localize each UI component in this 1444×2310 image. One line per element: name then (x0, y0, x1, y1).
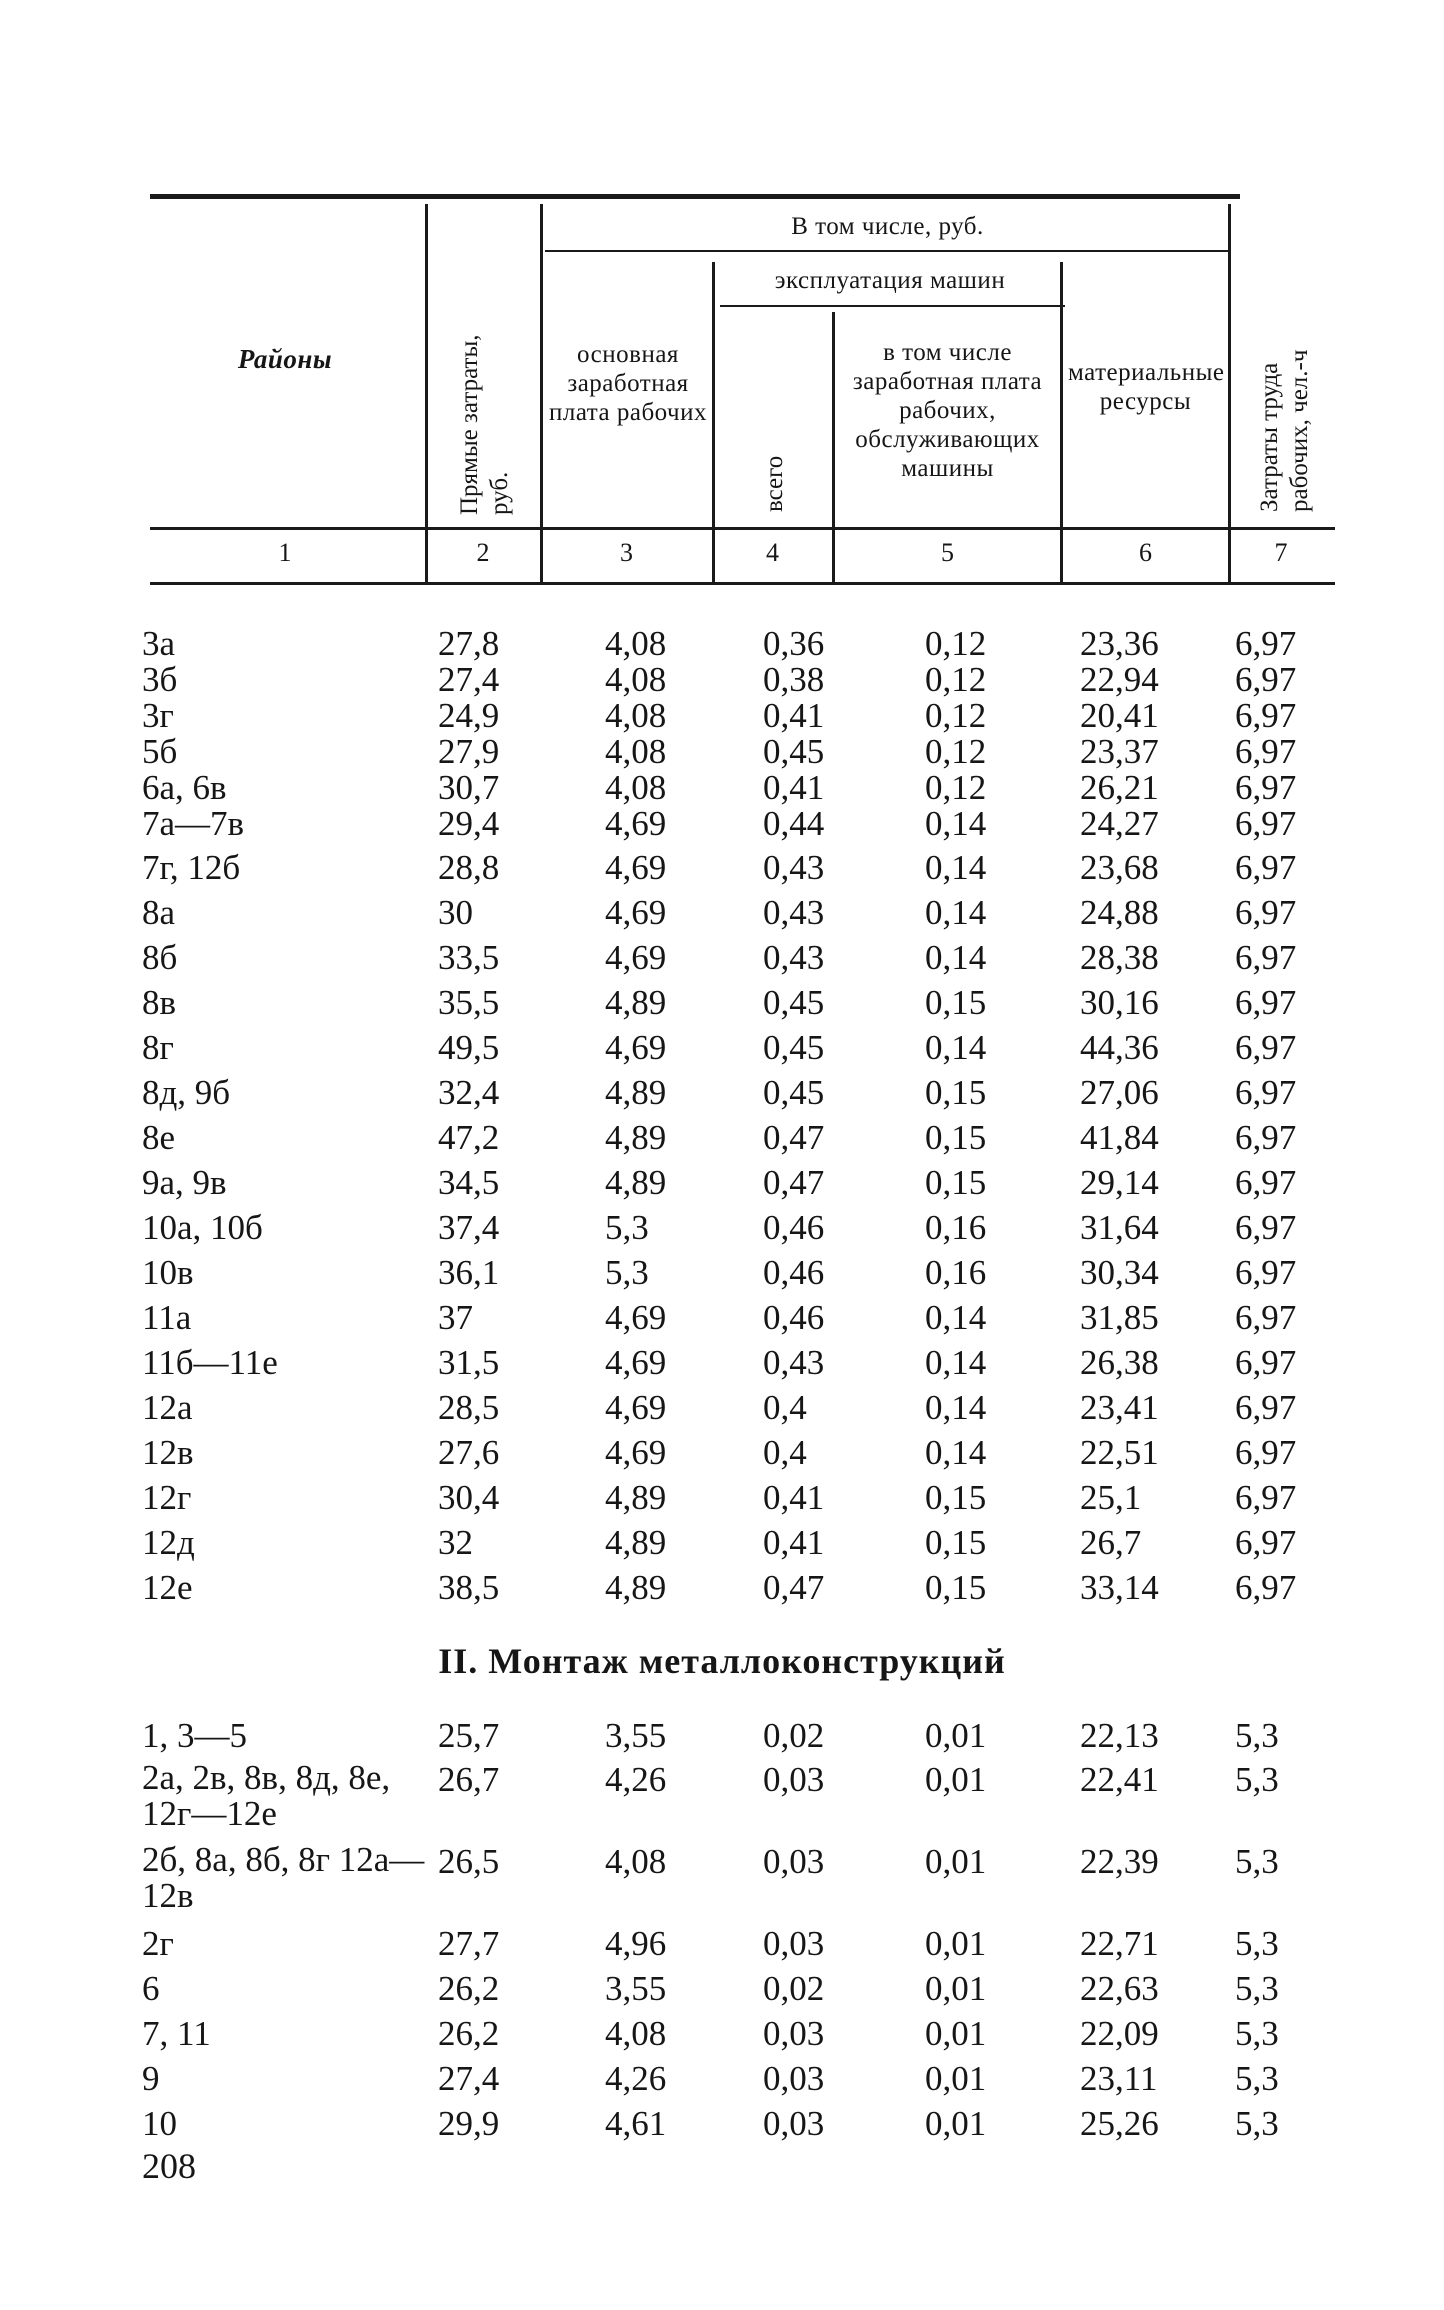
value-cell: 0,14 (925, 848, 987, 887)
value-cell: 30,16 (1080, 983, 1159, 1022)
value-cell: 0,14 (925, 893, 987, 932)
value-cell: 0,45 (763, 1028, 825, 1067)
value-cell: 4,61 (605, 2104, 667, 2143)
value-cell: 4,89 (605, 1523, 667, 1562)
value-cell: 6,97 (1235, 804, 1297, 843)
section-title: II. Монтаж металлоконструкций (438, 1641, 1006, 1681)
value-cell: 0,45 (763, 1073, 825, 1112)
region-cell: 6а, 6в (142, 768, 227, 807)
value-cell: 4,08 (605, 1842, 667, 1881)
value-cell: 4,26 (605, 2059, 667, 2098)
value-cell: 0,14 (925, 1343, 987, 1382)
labor-text: Затраты труда рабочих, чел.-ч (1256, 349, 1313, 512)
regions-header: Районы (237, 344, 333, 374)
value-cell: 5,3 (1235, 2059, 1279, 2098)
header-divider-3 (712, 262, 715, 582)
value-cell: 0,03 (763, 1760, 825, 1799)
value-cell: 32,4 (438, 1073, 500, 1112)
value-cell: 0,15 (925, 1568, 987, 1607)
value-cell: 0,15 (925, 1118, 987, 1157)
value-cell: 4,69 (605, 1388, 667, 1427)
value-cell: 4,69 (605, 1298, 667, 1337)
value-cell: 0,43 (763, 1343, 825, 1382)
colnum-7: 7 (1274, 538, 1288, 567)
table-row (0, 1073, 1444, 1117)
table-row (0, 1716, 1444, 1760)
table-row (0, 893, 1444, 937)
value-cell: 0,45 (763, 732, 825, 771)
value-cell: 44,36 (1080, 1028, 1159, 1067)
region-cell: 7г, 12б (142, 848, 241, 887)
value-cell: 20,41 (1080, 696, 1159, 735)
value-cell: 6,97 (1235, 696, 1297, 735)
value-cell: 6,97 (1235, 1343, 1297, 1382)
value-cell: 27,06 (1080, 1073, 1159, 1112)
value-cell: 6,97 (1235, 1073, 1297, 1112)
region-cell: 12г (142, 1478, 192, 1517)
value-cell: 29,14 (1080, 1163, 1159, 1202)
region-cell: 8в (142, 983, 177, 1022)
region-cell: 10в (142, 1253, 194, 1292)
table-row (0, 848, 1444, 892)
value-cell: 0,12 (925, 768, 987, 807)
value-cell: 4,26 (605, 1760, 667, 1799)
value-cell: 0,16 (925, 1253, 987, 1292)
region-cell: 7а—7в (142, 804, 245, 843)
value-cell: 4,08 (605, 624, 667, 663)
value-cell: 6,97 (1235, 1118, 1297, 1157)
machine-wages-header: в том числе заработная плата рабочих, обслуживающих машины (852, 339, 1043, 482)
value-cell: 33,5 (438, 938, 500, 977)
table-top-rule (150, 194, 1240, 199)
value-cell: 0,41 (763, 1478, 825, 1517)
value-cell: 27,7 (438, 1924, 500, 1963)
header-divider-1 (425, 204, 428, 582)
value-cell: 3,55 (605, 1716, 667, 1755)
value-cell: 5,3 (1235, 1842, 1279, 1881)
region-cell: 2б, 8а, 8б, 8г 12а—12в (142, 1840, 425, 1915)
table-row (0, 1118, 1444, 1162)
value-cell: 6,97 (1235, 1523, 1297, 1562)
materials-header: материальные ресурсы (1068, 359, 1225, 415)
colnum-2: 2 (476, 538, 490, 567)
value-cell: 6,97 (1235, 1478, 1297, 1517)
region-cell: 9а, 9в (142, 1163, 227, 1202)
value-cell: 0,43 (763, 848, 825, 887)
value-cell: 22,41 (1080, 1760, 1159, 1799)
region-cell: 8е (142, 1118, 176, 1157)
value-cell: 0,02 (763, 1969, 825, 2008)
value-cell: 4,69 (605, 1028, 667, 1067)
including-header: В том числе, руб. (791, 213, 984, 240)
value-cell: 6,97 (1235, 1298, 1297, 1337)
table-row (0, 983, 1444, 1027)
value-cell: 0,15 (925, 1478, 987, 1517)
value-cell: 6,97 (1235, 1568, 1297, 1607)
value-cell: 0,01 (925, 1842, 987, 1881)
value-cell: 5,3 (1235, 1760, 1279, 1799)
value-cell: 23,11 (1080, 2059, 1158, 2098)
value-cell: 6,97 (1235, 983, 1297, 1022)
value-cell: 4,69 (605, 1433, 667, 1472)
value-cell: 0,12 (925, 624, 987, 663)
table-row (0, 1523, 1444, 1567)
value-cell: 4,69 (605, 848, 667, 887)
table-row (0, 1253, 1444, 1297)
colnum-5: 5 (941, 538, 954, 567)
value-cell: 28,5 (438, 1388, 500, 1427)
table-row (0, 1343, 1444, 1387)
value-cell: 5,3 (1235, 2104, 1279, 2143)
value-cell: 32 (438, 1523, 473, 1562)
region-cell: 8г (142, 1028, 174, 1067)
labor-header (1255, 302, 1315, 512)
region-cell: 7, 11 (142, 2014, 211, 2053)
value-cell: 6,97 (1235, 660, 1297, 699)
value-cell: 0,14 (925, 1298, 987, 1337)
region-cell: 3а (142, 624, 176, 663)
value-cell: 0,03 (763, 1842, 825, 1881)
value-cell: 26,38 (1080, 1343, 1159, 1382)
header-divider-5 (1060, 262, 1063, 582)
value-cell: 0,47 (763, 1118, 825, 1157)
value-cell: 0,01 (925, 1716, 987, 1755)
value-cell: 22,71 (1080, 1924, 1159, 1963)
value-cell: 0,14 (925, 938, 987, 977)
region-cell: 12д (142, 1523, 195, 1562)
value-cell: 0,03 (763, 2059, 825, 2098)
value-cell: 6,97 (1235, 1208, 1297, 1247)
colnum-1: 1 (278, 538, 292, 567)
value-cell: 0,15 (925, 1523, 987, 1562)
value-cell: 5,3 (1235, 1924, 1279, 1963)
value-cell: 4,89 (605, 1478, 667, 1517)
value-cell: 5,3 (605, 1253, 649, 1292)
value-cell: 0,41 (763, 1523, 825, 1562)
value-cell: 37 (438, 1298, 473, 1337)
table-row (0, 1433, 1444, 1477)
value-cell: 0,41 (763, 768, 825, 807)
value-cell: 0,46 (763, 1208, 825, 1247)
value-cell: 31,64 (1080, 1208, 1159, 1247)
value-cell: 24,27 (1080, 804, 1159, 843)
including-rule (545, 250, 1230, 252)
value-cell: 6,97 (1235, 938, 1297, 977)
value-cell: 26,21 (1080, 768, 1159, 807)
value-cell: 26,2 (438, 2014, 500, 2053)
value-cell: 27,6 (438, 1433, 500, 1472)
value-cell: 23,36 (1080, 624, 1159, 663)
value-cell: 6,97 (1235, 768, 1297, 807)
value-cell: 4,89 (605, 1163, 667, 1202)
value-cell: 0,44 (763, 804, 825, 843)
value-cell: 4,08 (605, 768, 667, 807)
header-divider-2 (540, 204, 543, 582)
value-cell: 38,5 (438, 1568, 500, 1607)
value-cell: 0,43 (763, 893, 825, 932)
table-row (0, 2059, 1444, 2103)
value-cell: 27,4 (438, 660, 500, 699)
value-cell: 0,01 (925, 1760, 987, 1799)
header-bottom-rule (150, 527, 1335, 530)
value-cell: 6,97 (1235, 1433, 1297, 1472)
value-cell: 30 (438, 893, 473, 932)
value-cell: 4,89 (605, 983, 667, 1022)
value-cell: 37,4 (438, 1208, 500, 1247)
value-cell: 6,97 (1235, 1388, 1297, 1427)
value-cell: 5,3 (1235, 1969, 1279, 2008)
region-cell: 2а, 2в, 8в, 8д, 8е, 12г—12е (142, 1758, 391, 1833)
table-row (0, 1568, 1444, 1612)
value-cell: 0,38 (763, 660, 825, 699)
value-cell: 27,4 (438, 2059, 500, 2098)
value-cell: 22,63 (1080, 1969, 1159, 2008)
value-cell: 0,14 (925, 1028, 987, 1067)
value-cell: 33,14 (1080, 1568, 1159, 1607)
wages-header: основная заработная плата рабочих (548, 341, 707, 426)
value-cell: 0,03 (763, 2104, 825, 2143)
value-cell: 30,4 (438, 1478, 500, 1517)
table-row (0, 938, 1444, 982)
value-cell: 6,97 (1235, 848, 1297, 887)
value-cell: 0,01 (925, 1924, 987, 1963)
value-cell: 0,01 (925, 1969, 987, 2008)
table-row (0, 804, 1444, 848)
region-cell: 10а, 10б (142, 1208, 263, 1247)
value-cell: 30,7 (438, 768, 500, 807)
table-row (0, 2104, 1444, 2148)
region-cell: 8д, 9б (142, 1073, 231, 1112)
value-cell: 0,41 (763, 696, 825, 735)
region-cell: 10 (142, 2104, 177, 2143)
value-cell: 0,14 (925, 1433, 987, 1472)
value-cell: 4,08 (605, 660, 667, 699)
colnum-bottom-rule (150, 582, 1335, 585)
value-cell: 26,7 (1080, 1523, 1142, 1562)
region-cell: 9 (142, 2059, 160, 2098)
value-cell: 0,43 (763, 938, 825, 977)
region-cell: 3г (142, 696, 174, 735)
region-cell: 3б (142, 660, 178, 699)
direct-costs-text: Прямые затраты, руб. (456, 334, 513, 515)
value-cell: 4,69 (605, 1343, 667, 1382)
value-cell: 0,03 (763, 1924, 825, 1963)
colnum-4: 4 (766, 538, 779, 567)
region-cell: 6 (142, 1969, 160, 2008)
value-cell: 0,15 (925, 1073, 987, 1112)
value-cell: 4,08 (605, 2014, 667, 2053)
region-cell: 5б (142, 732, 178, 771)
value-cell: 25,7 (438, 1716, 500, 1755)
value-cell: 47,2 (438, 1118, 500, 1157)
region-cell: 11б—11е (142, 1343, 278, 1382)
region-cell: 12а (142, 1388, 193, 1427)
machine-ops-rule (720, 305, 1065, 307)
region-cell: 12в (142, 1433, 194, 1472)
value-cell: 0,15 (925, 1163, 987, 1202)
value-cell: 24,9 (438, 696, 500, 735)
value-cell: 0,16 (925, 1208, 987, 1247)
value-cell: 6,97 (1235, 624, 1297, 663)
value-cell: 27,8 (438, 624, 500, 663)
value-cell: 36,1 (438, 1253, 500, 1292)
value-cell: 35,5 (438, 983, 500, 1022)
value-cell: 22,13 (1080, 1716, 1159, 1755)
value-cell: 0,01 (925, 2059, 987, 2098)
table-row (0, 2014, 1444, 2058)
region-cell: 8б (142, 938, 178, 977)
value-cell: 0,14 (925, 1388, 987, 1427)
region-cell: 12е (142, 1568, 193, 1607)
value-cell: 34,5 (438, 1163, 500, 1202)
value-cell: 29,9 (438, 2104, 500, 2143)
value-cell: 22,51 (1080, 1433, 1159, 1472)
table-row (0, 1760, 1444, 1840)
value-cell: 4,89 (605, 1568, 667, 1607)
value-cell: 0,12 (925, 660, 987, 699)
value-cell: 0,14 (925, 804, 987, 843)
table-row (0, 1028, 1444, 1072)
value-cell: 26,5 (438, 1842, 500, 1881)
value-cell: 26,2 (438, 1969, 500, 2008)
value-cell: 22,09 (1080, 2014, 1159, 2053)
table-row (0, 1969, 1444, 2013)
value-cell: 0,4 (763, 1388, 807, 1427)
machine-ops-header: эксплуатация машин (774, 267, 1006, 294)
value-cell: 25,26 (1080, 2104, 1159, 2143)
value-cell: 0,12 (925, 732, 987, 771)
value-cell: 4,69 (605, 804, 667, 843)
value-cell: 0,47 (763, 1163, 825, 1202)
value-cell: 23,41 (1080, 1388, 1159, 1427)
value-cell: 27,9 (438, 732, 500, 771)
value-cell: 41,84 (1080, 1118, 1159, 1157)
value-cell: 25,1 (1080, 1478, 1142, 1517)
value-cell: 0,47 (763, 1568, 825, 1607)
value-cell: 0,46 (763, 1253, 825, 1292)
value-cell: 4,08 (605, 696, 667, 735)
value-cell: 5,3 (605, 1208, 649, 1247)
colnum-6: 6 (1139, 538, 1152, 567)
value-cell: 3,55 (605, 1969, 667, 2008)
value-cell: 22,39 (1080, 1842, 1159, 1881)
value-cell: 6,97 (1235, 1028, 1297, 1067)
value-cell: 4,89 (605, 1118, 667, 1157)
region-cell: 1, 3—5 (142, 1716, 247, 1755)
value-cell: 0,03 (763, 2014, 825, 2053)
value-cell: 28,8 (438, 848, 500, 887)
value-cell: 22,94 (1080, 660, 1159, 699)
value-cell: 5,3 (1235, 2014, 1279, 2053)
value-cell: 4,96 (605, 1924, 667, 1963)
table-row (0, 1924, 1444, 1968)
table-row (0, 1388, 1444, 1432)
page-number: 208 (142, 2146, 196, 2186)
header-divider-6 (1228, 204, 1231, 582)
value-cell: 4,69 (605, 938, 667, 977)
value-cell: 28,38 (1080, 938, 1159, 977)
value-cell: 6,97 (1235, 732, 1297, 771)
table-row (0, 1163, 1444, 1207)
value-cell: 31,85 (1080, 1298, 1159, 1337)
value-cell: 6,97 (1235, 893, 1297, 932)
table-row (0, 1208, 1444, 1252)
value-cell: 0,4 (763, 1433, 807, 1472)
value-cell: 30,34 (1080, 1253, 1159, 1292)
region-cell: 2г (142, 1924, 174, 1963)
value-cell: 4,08 (605, 732, 667, 771)
value-cell: 0,45 (763, 983, 825, 1022)
direct-costs-header (455, 295, 515, 515)
value-cell: 0,36 (763, 624, 825, 663)
region-cell: 11а (142, 1298, 192, 1337)
value-cell: 23,68 (1080, 848, 1159, 887)
table-row (0, 1298, 1444, 1342)
value-cell: 24,88 (1080, 893, 1159, 932)
value-cell: 0,46 (763, 1298, 825, 1337)
value-cell: 5,3 (1235, 1716, 1279, 1755)
value-cell: 0,02 (763, 1716, 825, 1755)
value-cell: 0,15 (925, 983, 987, 1022)
value-cell: 6,97 (1235, 1253, 1297, 1292)
value-cell: 6,97 (1235, 1163, 1297, 1202)
table-row (0, 1842, 1444, 1922)
total-header: всего (761, 455, 788, 512)
value-cell: 4,69 (605, 893, 667, 932)
region-cell: 8а (142, 893, 176, 932)
value-cell: 26,7 (438, 1760, 500, 1799)
value-cell: 29,4 (438, 804, 500, 843)
value-cell: 23,37 (1080, 732, 1159, 771)
colnum-3: 3 (620, 538, 633, 567)
value-cell: 4,89 (605, 1073, 667, 1112)
value-cell: 0,01 (925, 2014, 987, 2053)
table-row (0, 1478, 1444, 1522)
value-cell: 31,5 (438, 1343, 500, 1382)
value-cell: 49,5 (438, 1028, 500, 1067)
value-cell: 0,12 (925, 696, 987, 735)
value-cell: 0,01 (925, 2104, 987, 2143)
